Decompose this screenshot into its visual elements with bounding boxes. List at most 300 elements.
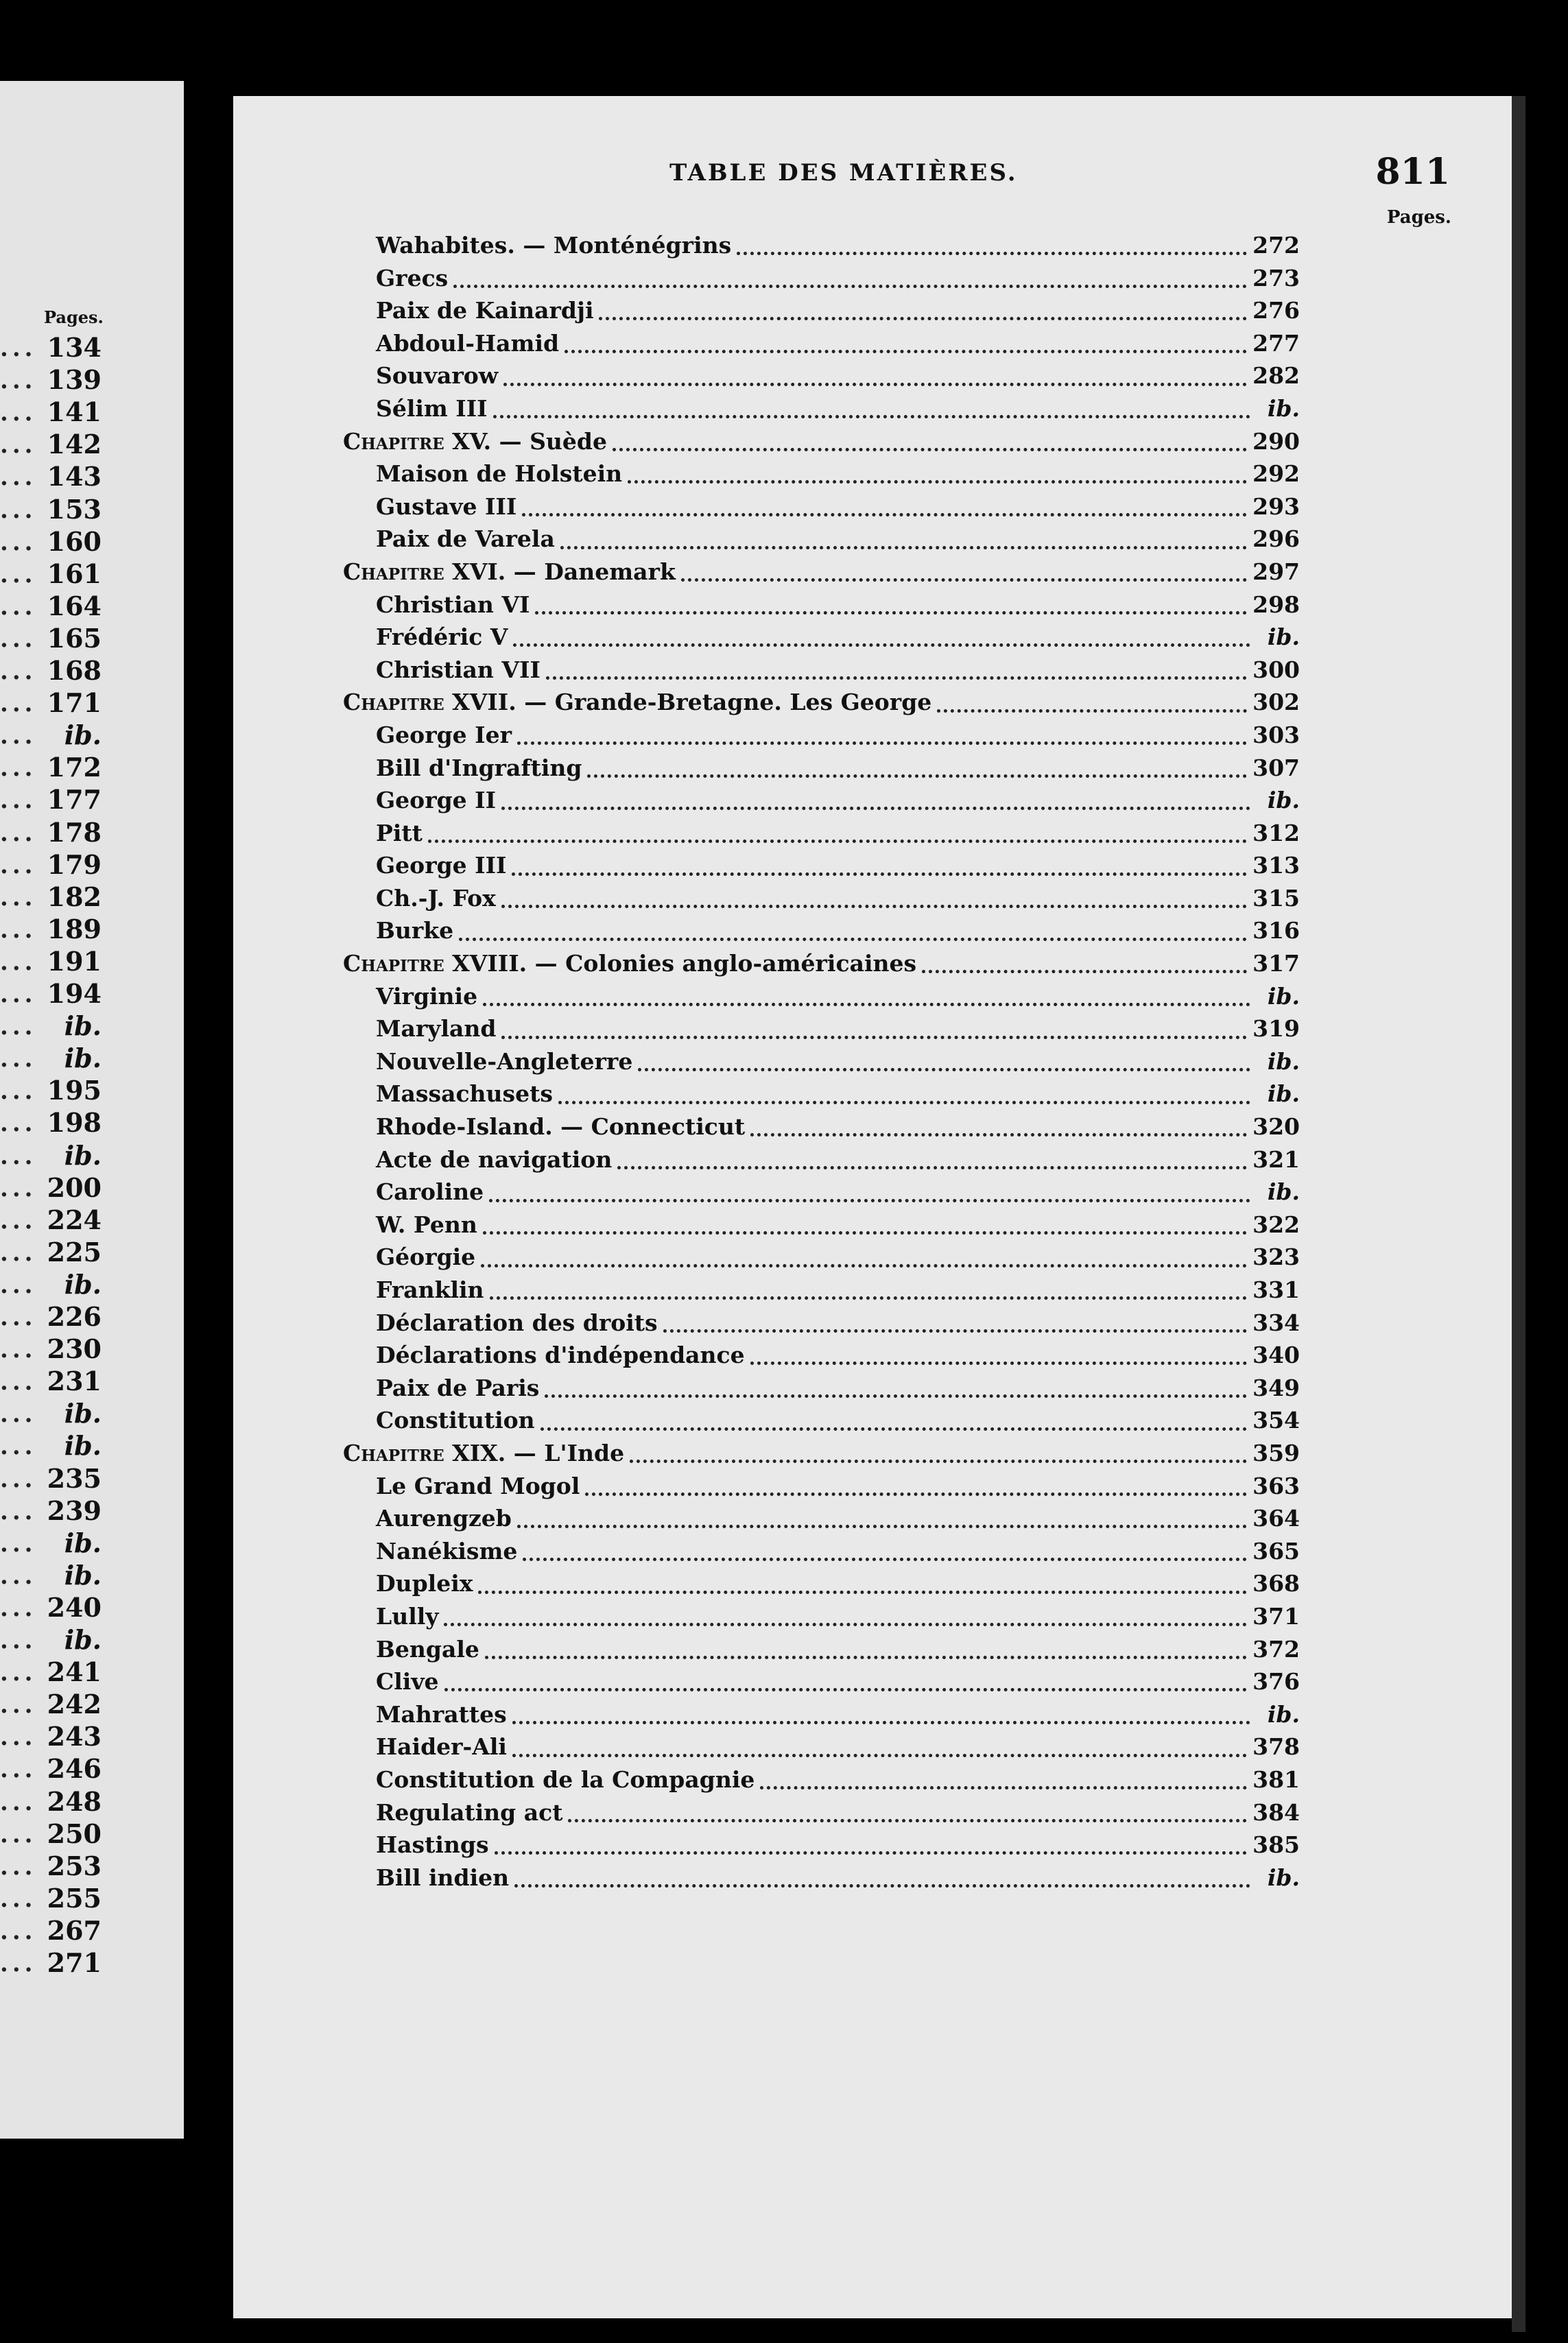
left-leader-dots: ... xyxy=(0,1239,37,1267)
left-page-number: 195 xyxy=(47,1075,102,1106)
leader-dots xyxy=(503,383,1247,386)
toc-entry-label xyxy=(376,1244,475,1270)
toc-page-number: 302 xyxy=(1252,689,1300,716)
left-leader-dots: ... xyxy=(0,658,37,685)
toc-entry xyxy=(343,1733,1300,1766)
leader-dots xyxy=(560,546,1247,549)
left-leader-dots: ... xyxy=(0,1691,37,1720)
left-leader-dots: ... xyxy=(0,1465,37,1493)
toc-page-number: 307 xyxy=(1252,754,1300,781)
toc-entry xyxy=(343,1309,1300,1342)
toc-page-number: 272 xyxy=(1252,232,1300,259)
toc-entry-text: George II xyxy=(376,787,497,814)
left-leader-dots: ... xyxy=(0,1304,37,1331)
toc-entry-label xyxy=(376,232,731,259)
toc-entry-text: Maryland xyxy=(376,1015,497,1043)
left-page-number: 139 xyxy=(47,364,102,396)
left-leader-dots: ... xyxy=(0,1756,37,1784)
toc-entry-text: Caroline xyxy=(376,1178,484,1206)
left-leader-dots: ... xyxy=(0,1724,37,1752)
leader-dots xyxy=(587,774,1247,778)
left-page-number: 143 xyxy=(47,461,102,492)
toc-entry-label xyxy=(376,852,506,879)
toc-entry-text: — Danemark xyxy=(513,558,676,585)
toc-entry xyxy=(343,1276,1300,1309)
chapter-heading: Chapitre XVI. xyxy=(343,558,506,585)
toc-entry-text: George Ier xyxy=(376,721,512,748)
leader-dots xyxy=(501,905,1247,908)
toc-entry-label xyxy=(376,460,622,487)
toc-entry-label xyxy=(376,917,453,944)
toc-entry xyxy=(343,1473,1300,1506)
leader-dots xyxy=(485,1656,1247,1659)
toc-entry xyxy=(343,1831,1300,1864)
left-page-number: 182 xyxy=(47,881,102,912)
toc-page-number: 354 xyxy=(1252,1407,1300,1434)
leader-dots xyxy=(517,1525,1247,1528)
leader-dots xyxy=(613,448,1247,451)
left-page-number: 225 xyxy=(47,1236,102,1268)
toc-entry xyxy=(343,917,1300,950)
toc-entry-label xyxy=(376,787,496,813)
leader-dots xyxy=(565,350,1247,353)
toc-entry-text: — L'Inde xyxy=(513,1439,625,1466)
toc-entry-label xyxy=(376,1636,479,1663)
left-page-number: 191 xyxy=(47,945,102,977)
toc-page-number: 340 xyxy=(1252,1342,1300,1369)
toc-entry-text: Massachusets xyxy=(376,1080,553,1108)
left-leader-dots: ... xyxy=(0,1917,37,1945)
toc-entry-label xyxy=(376,1080,553,1107)
chapter-heading: Chapitre XVIII. xyxy=(343,950,527,977)
toc-entry-text: Aurengzeb xyxy=(376,1505,512,1532)
left-leader-dots: ... xyxy=(0,593,37,621)
table-of-contents xyxy=(343,232,1300,1896)
left-page-number: ib. xyxy=(64,1010,102,1042)
left-page-number: ib. xyxy=(64,719,102,751)
toc-entry-text: Lully xyxy=(376,1602,439,1630)
left-page-number: 271 xyxy=(47,1947,102,1978)
left-page-number: ib. xyxy=(64,1268,102,1300)
toc-entry-label xyxy=(376,395,488,422)
toc-page-number: 322 xyxy=(1252,1211,1300,1238)
left-leader-dots: ... xyxy=(0,690,37,718)
toc-page-number: 384 xyxy=(1252,1798,1300,1826)
toc-page-number: ib. xyxy=(1267,787,1300,814)
left-page-number: 242 xyxy=(47,1689,102,1720)
toc-entry-text: Souvarow xyxy=(376,362,499,390)
left-page-number: ib. xyxy=(64,1559,102,1591)
toc-page-number: 276 xyxy=(1252,297,1300,324)
leader-dots xyxy=(428,840,1247,843)
toc-entry-text: Hastings xyxy=(376,1831,489,1859)
toc-entry xyxy=(343,265,1300,298)
left-leader-dots: ... xyxy=(0,367,37,395)
toc-page-number: 312 xyxy=(1252,819,1300,846)
toc-entry xyxy=(343,1799,1300,1832)
toc-entry-label xyxy=(376,1375,539,1401)
left-page-number: ib. xyxy=(64,1527,102,1558)
toc-entry-label xyxy=(376,820,423,846)
toc-page-number: ib. xyxy=(1267,1047,1300,1075)
toc-page-number: 385 xyxy=(1252,1831,1300,1859)
toc-entry-label xyxy=(376,1473,580,1499)
toc-entry-label xyxy=(376,623,508,650)
left-page-number: 253 xyxy=(47,1850,102,1881)
toc-entry-text: Déclaration des droits xyxy=(376,1309,658,1336)
left-page-number: 243 xyxy=(47,1721,102,1752)
toc-entry xyxy=(343,1015,1300,1048)
toc-entry-text: — Suède xyxy=(499,427,607,455)
left-leader-dots: ... xyxy=(0,754,37,783)
left-leader-dots: ... xyxy=(0,948,37,976)
toc-entry-label xyxy=(376,1309,658,1336)
toc-entry xyxy=(343,1538,1300,1571)
toc-entry-label xyxy=(376,1146,612,1173)
leader-dots xyxy=(545,1394,1247,1398)
leader-dots xyxy=(512,1721,1250,1724)
toc-entry-text: Virginie xyxy=(376,982,478,1010)
leader-dots xyxy=(535,611,1247,615)
toc-entry-label xyxy=(376,1505,512,1532)
toc-entry xyxy=(343,1211,1300,1244)
toc-entry xyxy=(343,460,1300,493)
toc-entry-label xyxy=(376,297,593,324)
toc-entry-text: Bill d'Ingrafting xyxy=(376,754,582,781)
toc-entry xyxy=(343,1113,1300,1146)
leader-dots xyxy=(478,1591,1247,1594)
toc-entry xyxy=(343,330,1300,363)
left-page-number: 241 xyxy=(47,1656,102,1688)
toc-page-number: 368 xyxy=(1252,1570,1300,1597)
left-page-number: ib. xyxy=(64,1430,102,1462)
leader-dots xyxy=(490,1296,1248,1300)
toc-page-number: 317 xyxy=(1252,950,1300,977)
toc-entry-label xyxy=(376,330,559,357)
leader-dots xyxy=(681,578,1247,582)
toc-entry-label xyxy=(376,1864,509,1891)
left-page-number: 172 xyxy=(47,752,102,783)
left-page-number: 198 xyxy=(47,1107,102,1139)
leader-dots xyxy=(522,513,1247,516)
leader-dots xyxy=(517,741,1247,745)
left-page-number: ib. xyxy=(64,1139,102,1171)
leader-dots xyxy=(630,1460,1247,1463)
toc-page-number: 371 xyxy=(1252,1602,1300,1630)
chapter-heading: Chapitre XIX. xyxy=(343,1439,506,1466)
left-leader-dots: ... xyxy=(0,496,37,524)
left-leader-dots: ... xyxy=(0,1562,37,1590)
leader-dots xyxy=(937,709,1247,713)
toc-entry-label xyxy=(376,265,448,292)
toc-entry xyxy=(343,1342,1300,1375)
left-page-number: 164 xyxy=(47,590,102,621)
left-leader-dots: ... xyxy=(0,916,37,944)
leader-dots xyxy=(599,317,1247,320)
leader-dots xyxy=(495,1851,1248,1855)
running-title: TABLE DES MATIÈRES. xyxy=(669,159,1018,187)
toc-entry xyxy=(343,1407,1300,1440)
toc-entry-text: Regulating act xyxy=(376,1798,563,1826)
left-leader-dots: ... xyxy=(0,722,37,750)
left-leader-dots: ... xyxy=(0,1950,37,1977)
toc-entry xyxy=(343,362,1300,395)
left-leader-dots: ... xyxy=(0,1336,37,1364)
leader-dots xyxy=(737,252,1247,255)
leader-dots xyxy=(663,1329,1247,1333)
toc-entry xyxy=(343,656,1300,689)
left-page-number: 267 xyxy=(47,1914,102,1946)
leader-dots xyxy=(514,1884,1250,1888)
left-leader-dots: ... xyxy=(0,625,37,653)
toc-entry-text: Rhode-Island. — Connecticut xyxy=(376,1113,746,1141)
toc-entry-text: Nanékisme xyxy=(376,1537,518,1565)
left-leader-dots: ... xyxy=(0,335,37,362)
left-leader-dots: ... xyxy=(0,1206,37,1235)
left-leader-dots: ... xyxy=(0,1433,37,1461)
left-page-number: 178 xyxy=(47,816,102,848)
toc-entry-label xyxy=(376,1407,535,1434)
toc-entry-label xyxy=(376,1831,489,1858)
left-page-number: 194 xyxy=(47,978,102,1009)
toc-entry xyxy=(343,297,1300,330)
pages-column-label: Pages. xyxy=(1386,207,1451,228)
toc-entry-label xyxy=(376,885,496,912)
toc-entry-text: Christian VII xyxy=(376,656,541,683)
toc-page-number: 303 xyxy=(1252,721,1300,748)
left-page-number: ib. xyxy=(64,1624,102,1655)
left-page-number: 179 xyxy=(47,848,102,880)
toc-page-number: 298 xyxy=(1252,591,1300,618)
left-leader-dots: ... xyxy=(0,787,37,815)
toc-entry xyxy=(343,395,1300,428)
left-leader-dots: ... xyxy=(0,1627,37,1654)
leader-dots xyxy=(541,1427,1247,1431)
left-page-number: 255 xyxy=(47,1882,102,1914)
toc-entry-text: Gustave III xyxy=(376,492,517,520)
left-page-number: 142 xyxy=(47,429,102,460)
toc-entry-label xyxy=(376,1048,632,1075)
toc-entry-text: Haider-Ali xyxy=(376,1733,507,1761)
toc-entry-text: Bengale xyxy=(376,1635,479,1663)
toc-entry xyxy=(343,820,1300,853)
toc-entry-text: Abdoul-Hamid xyxy=(376,329,560,357)
toc-entry-label xyxy=(343,558,676,585)
toc-entry-label xyxy=(376,1015,496,1042)
leader-dots xyxy=(750,1361,1247,1365)
toc-entry-text: — Colonies anglo-américaines xyxy=(534,950,917,977)
leader-dots xyxy=(512,872,1247,876)
toc-page-number: 363 xyxy=(1252,1472,1300,1499)
leader-dots xyxy=(760,1786,1247,1789)
toc-entry-label xyxy=(376,1342,745,1368)
left-page-number: 177 xyxy=(47,784,102,816)
toc-page-number: 313 xyxy=(1252,852,1300,879)
left-leader-dots: ... xyxy=(0,560,37,588)
left-leader-dots: ... xyxy=(0,1659,37,1687)
left-page-number: 165 xyxy=(47,622,102,654)
toc-entry xyxy=(343,1146,1300,1179)
left-page-number: 240 xyxy=(47,1591,102,1623)
toc-page-number: ib. xyxy=(1267,394,1300,422)
left-leader-dots: ... xyxy=(0,1013,37,1041)
leader-dots xyxy=(483,1231,1247,1235)
left-page-number: 134 xyxy=(47,332,102,363)
toc-entry-label xyxy=(376,722,512,748)
left-leader-dots: ... xyxy=(0,1820,37,1848)
left-leader-dots: ... xyxy=(0,464,37,492)
toc-entry-text: Acte de navigation xyxy=(376,1145,613,1173)
page-edge xyxy=(1512,96,1525,2332)
leader-dots xyxy=(922,970,1247,973)
left-leader-dots: ... xyxy=(0,1045,37,1073)
toc-page-number: 359 xyxy=(1252,1439,1300,1466)
left-pages-label: Pages. xyxy=(44,307,104,327)
leader-dots xyxy=(512,1754,1247,1757)
left-leader-dots: ... xyxy=(0,431,37,460)
toc-entry xyxy=(343,591,1300,624)
left-leader-dots: ... xyxy=(0,1368,37,1396)
toc-page-number: 349 xyxy=(1252,1374,1300,1401)
left-page-number: 200 xyxy=(47,1172,102,1203)
toc-page-number: 273 xyxy=(1252,264,1300,292)
toc-entry xyxy=(343,558,1300,591)
toc-entry-label xyxy=(376,656,541,683)
toc-entry xyxy=(343,1375,1300,1407)
left-leader-dots: ... xyxy=(0,851,37,879)
toc-entry-text: Ch.-J. Fox xyxy=(376,884,496,912)
left-leader-dots: ... xyxy=(0,1142,37,1170)
toc-entry-text: Paix de Kainardji xyxy=(376,297,594,324)
toc-entry xyxy=(343,1701,1300,1734)
toc-entry-label xyxy=(376,754,582,781)
toc-entry xyxy=(343,1636,1300,1669)
leader-dots xyxy=(501,1036,1247,1039)
toc-entry-text: Sélim III xyxy=(376,394,488,422)
left-page-number: 230 xyxy=(47,1333,102,1365)
leader-dots xyxy=(628,480,1247,484)
leader-dots xyxy=(501,807,1250,810)
toc-entry xyxy=(343,1668,1300,1701)
toc-entry-label xyxy=(343,428,607,455)
toc-page-number: 364 xyxy=(1252,1505,1300,1532)
toc-entry xyxy=(343,983,1300,1016)
toc-entry-label xyxy=(376,1668,439,1695)
left-page-number: 235 xyxy=(47,1462,102,1494)
toc-page-number: 277 xyxy=(1252,329,1300,357)
toc-page-number: ib. xyxy=(1267,982,1300,1010)
leader-dots xyxy=(489,1199,1250,1202)
toc-page-number: 381 xyxy=(1252,1765,1300,1793)
toc-entry-label xyxy=(376,1570,473,1597)
toc-entry-label xyxy=(376,591,530,618)
toc-entry-label xyxy=(376,525,555,552)
toc-entry xyxy=(343,525,1300,558)
left-page-number: 189 xyxy=(47,913,102,944)
toc-entry xyxy=(343,1178,1300,1211)
left-leader-dots: ... xyxy=(0,981,37,1008)
leader-dots xyxy=(513,643,1250,647)
toc-page-number: 331 xyxy=(1252,1276,1300,1303)
left-page-number: 248 xyxy=(47,1785,102,1817)
toc-entry-label xyxy=(376,983,477,1010)
leader-dots xyxy=(483,1003,1250,1006)
leader-dots xyxy=(453,285,1247,288)
toc-page-number: 282 xyxy=(1252,362,1300,390)
toc-entry-label xyxy=(376,1113,745,1140)
toc-entry-label xyxy=(343,689,931,715)
toc-page-number: 334 xyxy=(1252,1309,1300,1336)
toc-entry xyxy=(343,493,1300,526)
toc-entry-text: Pitt xyxy=(376,819,423,846)
toc-entry-text: — Grande-Bretagne. Les George xyxy=(524,689,932,716)
toc-page-number: 297 xyxy=(1252,558,1300,585)
toc-entry-text: Géorgie xyxy=(376,1244,476,1271)
toc-page-number: ib. xyxy=(1267,623,1300,651)
left-page-number: 239 xyxy=(47,1495,102,1526)
toc-entry-label xyxy=(376,1766,755,1793)
toc-page-number: 319 xyxy=(1252,1015,1300,1043)
chapter-heading: Chapitre XV. xyxy=(343,427,492,455)
left-leader-dots: ... xyxy=(0,1530,37,1558)
toc-entry-label xyxy=(376,1701,507,1728)
toc-page-number: 376 xyxy=(1252,1668,1300,1696)
toc-entry-text: Wahabites. — Monténégrins xyxy=(376,232,732,259)
toc-entry-label xyxy=(376,1178,484,1205)
toc-entry-label xyxy=(376,493,516,520)
toc-entry-text: Déclarations d'indépendance xyxy=(376,1342,745,1369)
toc-page-number: 365 xyxy=(1252,1537,1300,1565)
toc-entry-text: W. Penn xyxy=(376,1211,477,1238)
toc-entry-text: Constitution de la Compagnie xyxy=(376,1765,755,1793)
toc-entry xyxy=(343,852,1300,885)
left-leader-dots: ... xyxy=(0,1401,37,1429)
toc-entry-text: Dupleix xyxy=(376,1570,473,1597)
toc-page-number: 300 xyxy=(1252,656,1300,683)
leader-dots xyxy=(638,1068,1250,1071)
left-page-number: 231 xyxy=(47,1366,102,1397)
toc-entry-label xyxy=(376,1211,477,1238)
toc-entry-label xyxy=(343,1440,624,1466)
toc-entry xyxy=(343,1244,1300,1276)
leader-dots xyxy=(444,1623,1247,1626)
toc-page-number: 323 xyxy=(1252,1244,1300,1271)
left-page-number: 161 xyxy=(47,558,102,589)
chapter-heading: Chapitre XVII. xyxy=(343,689,516,716)
page-number: 811 xyxy=(1375,151,1450,193)
left-leader-dots: ... xyxy=(0,1110,37,1138)
toc-entry-label xyxy=(376,1799,562,1826)
left-page-number: ib. xyxy=(64,1043,102,1074)
toc-entry xyxy=(343,1603,1300,1636)
leader-dots xyxy=(459,938,1247,941)
toc-page-number: 316 xyxy=(1252,917,1300,944)
toc-entry xyxy=(343,232,1300,265)
toc-entry xyxy=(343,885,1300,918)
toc-entry-label xyxy=(343,950,916,977)
left-leader-dots: ... xyxy=(0,399,37,427)
toc-entry-text: Christian VI xyxy=(376,591,530,618)
toc-page-number: ib. xyxy=(1267,1178,1300,1206)
toc-entry-label xyxy=(376,362,498,389)
toc-page-number: ib. xyxy=(1267,1864,1300,1891)
leader-dots xyxy=(585,1492,1247,1496)
toc-entry-text: Paix de Varela xyxy=(376,525,555,553)
toc-page-number: ib. xyxy=(1267,1700,1300,1728)
toc-entry xyxy=(343,950,1300,983)
toc-entry xyxy=(343,1505,1300,1538)
toc-entry-text: Constitution xyxy=(376,1407,535,1434)
